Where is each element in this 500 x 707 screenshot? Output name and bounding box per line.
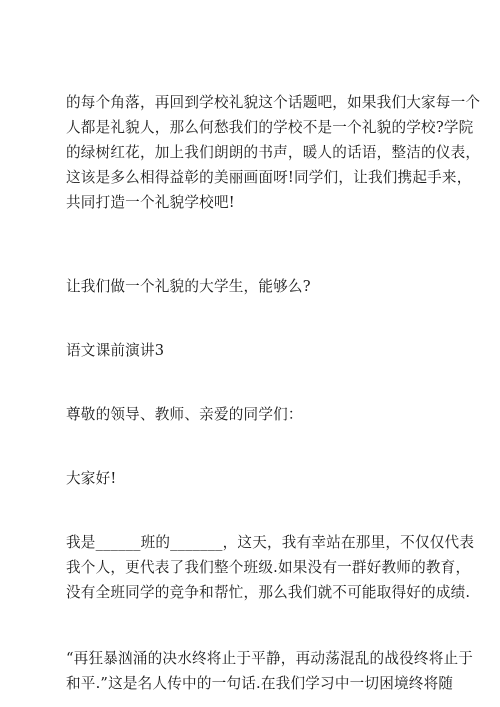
- text-line: 我是______班的_______，这天，我有幸站在那里，不仅仅代表: [66, 534, 475, 551]
- paragraph-closing-question: [66, 274, 446, 299]
- greeting: [66, 466, 446, 491]
- section-heading: [66, 338, 446, 363]
- text-line: 让我们做一个礼貌的大学生，能够么?: [66, 278, 311, 295]
- text-line: 和平.”这是名人传中的一句话.在我们学习中一切困境终将随: [66, 675, 454, 692]
- text-line: 尊敬的领导、教师、亲爱的同学们：: [66, 406, 303, 423]
- paragraph-self-introduction: [66, 530, 475, 605]
- text-line: 没有全班同学的竞争和帮忙，那么我们就不可能取得好的成绩.: [66, 584, 471, 601]
- text-line: 我个人，更代表了我们整个班级.如果没有一群好教师的教育，: [66, 559, 471, 576]
- text-line: “再狂暴汹涌的决水终将止于平静，再动荡混乱的战役终将止于: [66, 650, 474, 667]
- text-line: 这该是多么相得益彰的美丽画面呀!同学们，让我们携起手来，: [66, 169, 472, 186]
- text-line: 的绿树红花，加上我们朗朗的书声，暖人的话语，整洁的仪表，: [66, 144, 481, 161]
- paragraph-courtesy-school: [66, 90, 481, 215]
- text-line: 人都是礼貌人，那么何愁我们的学校不是一个礼貌的学校?学院: [66, 119, 474, 136]
- paragraph-quotation: [66, 646, 474, 696]
- heading-text: 语文课前演讲3: [66, 342, 165, 359]
- salutation: [66, 402, 446, 427]
- text-line: 共同打造一个礼貌学校吧!: [66, 194, 235, 211]
- text-line: 大家好!: [66, 470, 117, 487]
- text-line: 的每个角落，再回到学校礼貌这个话题吧，如果我们大家每一个: [66, 94, 481, 111]
